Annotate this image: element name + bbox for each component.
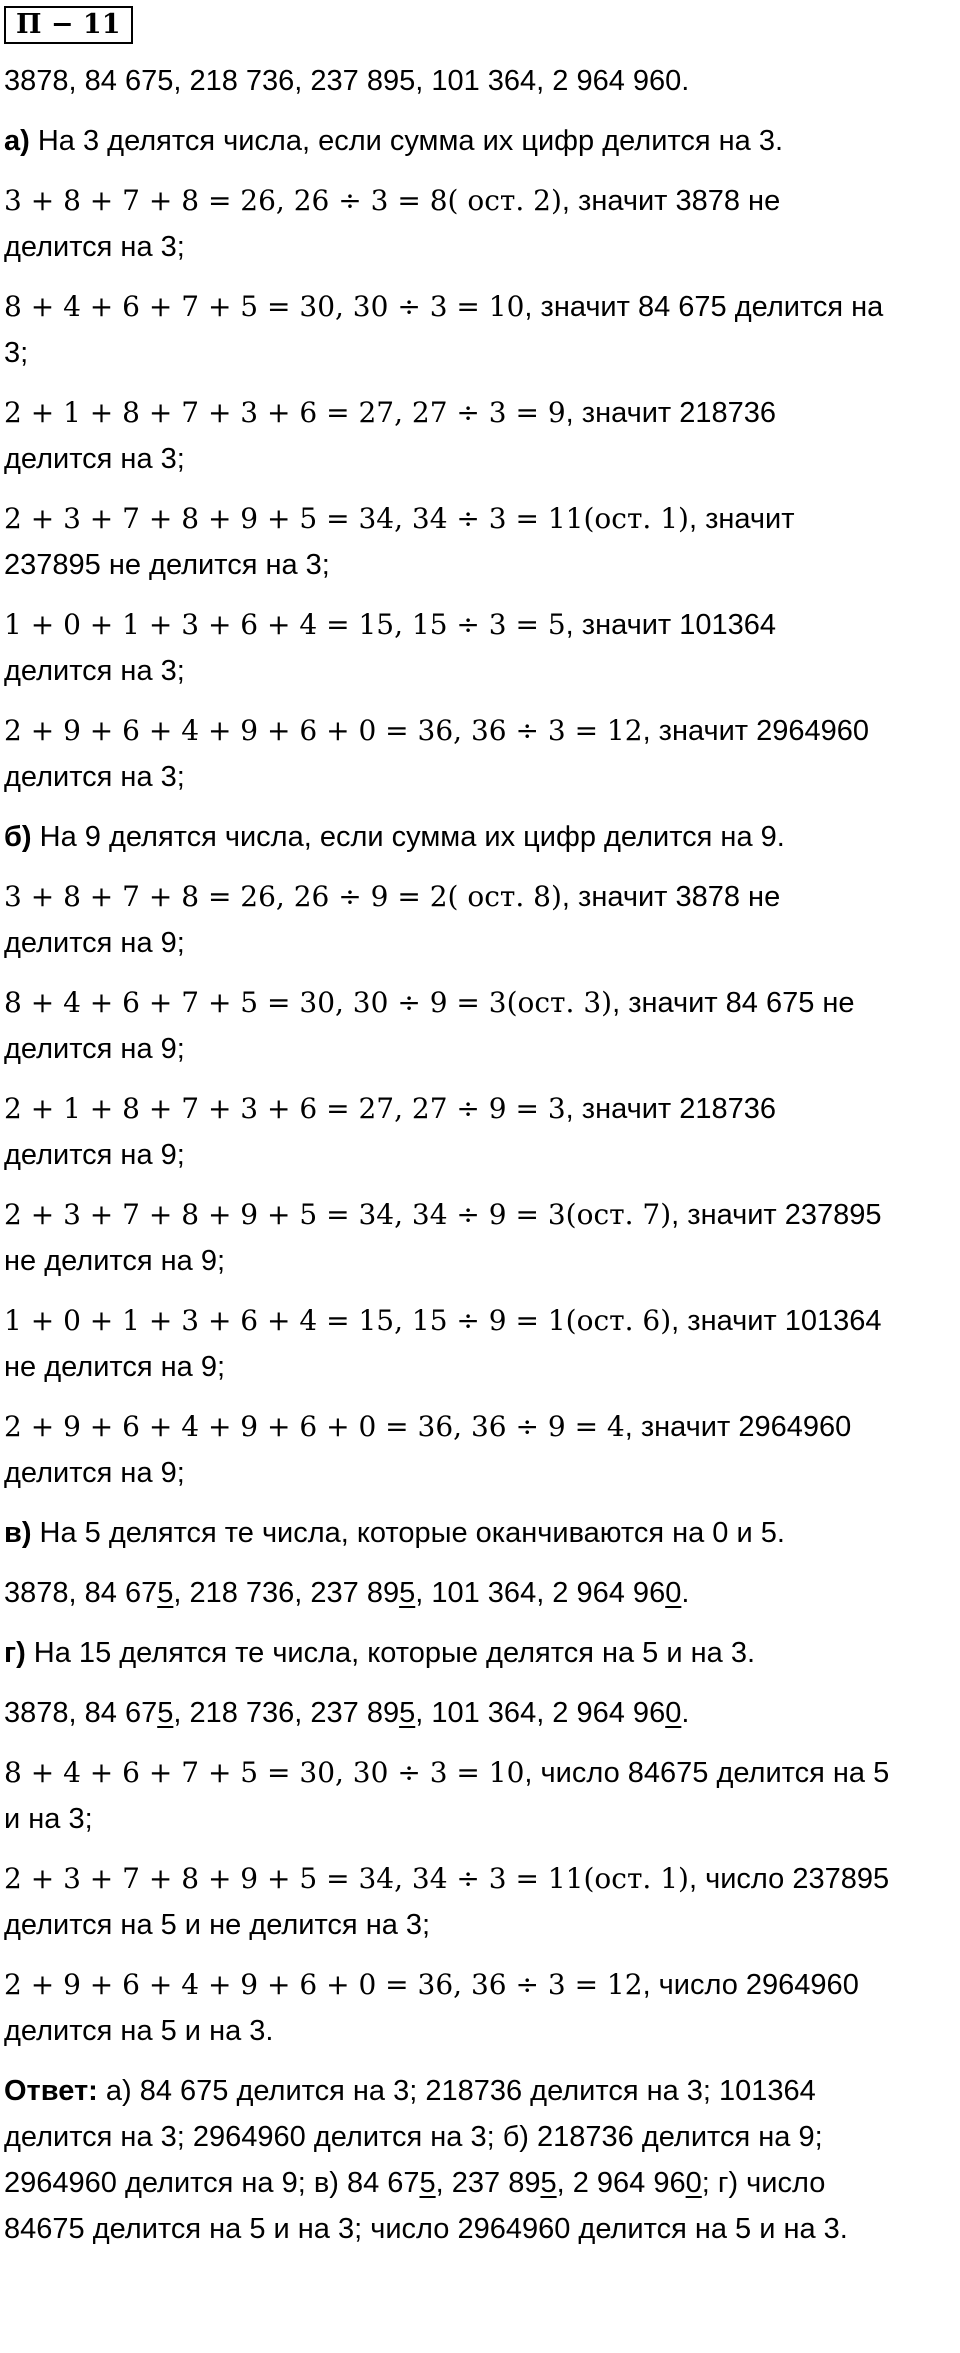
conclusion-continuation: 237895 не делится на 3; <box>4 549 330 581</box>
part-v-rule <box>4 1510 958 1556</box>
calculation-formula: 2 + 3 + 7 + 8 + 9 + 5 = 34, 34 ÷ 3 = 11(ост. 1) <box>4 502 689 535</box>
part-b-item-line-1 <box>4 1404 958 1450</box>
calculation-formula: 2 + 1 + 8 + 7 + 3 + 6 = 27, 27 ÷ 3 = 9 <box>4 396 566 429</box>
part-a-item-line-1 <box>4 178 958 224</box>
conclusion-text: , число 84675 делится на 5 <box>524 1757 890 1789</box>
calculation-formula: 3 + 8 + 7 + 8 = 26, 26 ÷ 3 = 8( ост. 2) <box>4 184 562 217</box>
part-b-item <box>4 1298 958 1390</box>
part-v-label: в) <box>4 1517 32 1549</box>
calculation-formula: 3 + 8 + 7 + 8 = 26, 26 ÷ 9 = 2( ост. 8) <box>4 880 562 913</box>
part-a-rule-text: На 3 делятся числа, если сумма их цифр делится на 3. <box>29 125 784 157</box>
part-v-underlined-digit: 0 <box>665 1577 682 1609</box>
part-v-num-d: . <box>681 1577 690 1609</box>
part-b-item-line-1 <box>4 1298 958 1344</box>
conclusion-continuation: делится на 9; <box>4 1457 185 1489</box>
part-g-rule <box>4 1630 958 1676</box>
calculation-formula: 2 + 9 + 6 + 4 + 9 + 6 + 0 = 36, 36 ÷ 9 = 4 <box>4 1410 625 1443</box>
conclusion-text: , значит 101364 <box>565 609 777 641</box>
answer-line-1 <box>4 2068 958 2114</box>
part-a-item-line-1 <box>4 602 958 648</box>
calculation-formula: 2 + 3 + 7 + 8 + 9 + 5 = 34, 34 ÷ 3 = 11(ост. 1) <box>4 1862 689 1895</box>
conclusion-text: , значит 218736 <box>565 1093 777 1125</box>
part-b-item <box>4 980 958 1072</box>
answer-label: Ответ: <box>4 2075 98 2107</box>
part-b-item-line-1 <box>4 874 958 920</box>
calculation-formula: 2 + 3 + 7 + 8 + 9 + 5 = 34, 34 ÷ 9 = 3(ост. 7) <box>4 1198 672 1231</box>
answer-text-3b: , 237 89 <box>435 2167 541 2199</box>
conclusion-continuation: делится на 3; <box>4 231 185 263</box>
part-g-items <box>4 1750 958 2054</box>
calculation-formula: 1 + 0 + 1 + 3 + 6 + 4 = 15, 15 ÷ 3 = 5 <box>4 608 566 641</box>
conclusion-text: , значит <box>688 503 795 535</box>
answer-text-1: а) 84 675 делится на 3; 218736 делится на 3; 101364 <box>97 2075 816 2107</box>
part-g-item-line-1 <box>4 1962 958 2008</box>
part-b-item <box>4 1086 958 1178</box>
part-g-underlined-digit: 5 <box>399 1697 416 1729</box>
conclusion-continuation: делится на 5 и на 3. <box>4 2015 274 2047</box>
part-a-items <box>4 178 958 800</box>
conclusion-text: , значит 3878 не <box>561 185 781 217</box>
part-a-item-line-1 <box>4 496 958 542</box>
part-v-num-a: 3878, 84 67 <box>4 1577 158 1609</box>
part-b-item-line-1 <box>4 1192 958 1238</box>
answer-line-4: 84675 делится на 5 и на 3; число 2964960 делится на 5 и на 3. <box>4 2213 848 2245</box>
part-b-item <box>4 1192 958 1284</box>
conclusion-continuation: 3; <box>4 337 29 369</box>
part-a-item-line-1 <box>4 390 958 436</box>
part-b-item <box>4 1404 958 1496</box>
part-g-item <box>4 1856 958 1948</box>
part-g-item-line-1 <box>4 1750 958 1796</box>
part-b-rule-text: На 9 делятся числа, если сумма их цифр делится на 9. <box>31 821 785 853</box>
part-g-item-line-1 <box>4 1856 958 1902</box>
conclusion-text: , значит 237895 <box>671 1199 882 1231</box>
part-b-label: б) <box>4 821 32 853</box>
conclusion-continuation: делится на 3; <box>4 655 185 687</box>
answer-underlined-digit: 5 <box>419 2167 436 2199</box>
calculation-formula: 1 + 0 + 1 + 3 + 6 + 4 = 15, 15 ÷ 9 = 1(ост. 6) <box>4 1304 672 1337</box>
conclusion-text: , число 2964960 <box>642 1969 859 2001</box>
part-a-item-line-1 <box>4 708 958 754</box>
part-a-item <box>4 390 958 482</box>
calculation-formula: 2 + 9 + 6 + 4 + 9 + 6 + 0 = 36, 36 ÷ 3 = 12 <box>4 1968 643 2001</box>
conclusion-text: , значит 84 675 не <box>612 987 855 1019</box>
conclusion-text: , значит 2964960 <box>624 1411 852 1443</box>
part-b-item <box>4 874 958 966</box>
part-g-numbers <box>4 1690 958 1736</box>
part-g-underlined-digit: 0 <box>665 1697 682 1729</box>
part-a-rule <box>4 118 958 164</box>
calculation-formula: 8 + 4 + 6 + 7 + 5 = 30, 30 ÷ 3 = 10 <box>4 290 525 323</box>
part-a-item <box>4 602 958 694</box>
conclusion-text: , значит 2964960 <box>642 715 870 747</box>
part-a-label: а) <box>4 125 30 157</box>
part-a-item <box>4 178 958 270</box>
part-g-num-a: 3878, 84 67 <box>4 1697 158 1729</box>
part-g-num-c: , 101 364, 2 964 96 <box>415 1697 666 1729</box>
answer-underlined-digit: 0 <box>685 2167 702 2199</box>
conclusion-continuation: делится на 9; <box>4 1033 185 1065</box>
part-v-num-b: , 218 736, 237 89 <box>173 1577 400 1609</box>
answer-underlined-digit: 5 <box>540 2167 557 2199</box>
conclusion-text: , число 237895 <box>688 1863 890 1895</box>
part-a-item <box>4 496 958 588</box>
conclusion-continuation: не делится на 9; <box>4 1351 226 1383</box>
part-g-num-b: , 218 736, 237 89 <box>173 1697 400 1729</box>
part-g-item <box>4 1750 958 1842</box>
calculation-formula: 2 + 1 + 8 + 7 + 3 + 6 = 27, 27 ÷ 9 = 3 <box>4 1092 566 1125</box>
part-v-numbers <box>4 1570 958 1616</box>
part-g-rule-text: На 15 делятся те числа, которые делятся на 5 и на 3. <box>25 1637 755 1669</box>
conclusion-text: , значит 84 675 делится на <box>524 291 884 323</box>
calculation-formula: 2 + 9 + 6 + 4 + 9 + 6 + 0 = 36, 36 ÷ 3 = 12 <box>4 714 643 747</box>
answer-line-2: делится на 3; 2964960 делится на 3; б) 218736 делится на 9; <box>4 2121 823 2153</box>
answer-line-3 <box>4 2160 958 2206</box>
conclusion-continuation: делится на 5 и не делится на 3; <box>4 1909 431 1941</box>
answer-block <box>4 2068 958 2252</box>
part-a-item <box>4 708 958 800</box>
conclusion-continuation: и на 3; <box>4 1803 93 1835</box>
answer-text-3d: ; г) число <box>701 2167 826 2199</box>
part-g-item <box>4 1962 958 2054</box>
answer-text-3a: 2964960 делится на 9; в) 84 67 <box>4 2167 420 2199</box>
conclusion-continuation: делится на 3; <box>4 761 185 793</box>
conclusion-text: , значит 3878 не <box>561 881 781 913</box>
calculation-formula: 8 + 4 + 6 + 7 + 5 = 30, 30 ÷ 9 = 3(ост. 3) <box>4 986 613 1019</box>
part-a-item-line-1 <box>4 284 958 330</box>
part-b-items <box>4 874 958 1496</box>
part-v-underlined-digit: 5 <box>399 1577 416 1609</box>
numbers-line: 3878, 84 675, 218 736, 237 895, 101 364, 2 964 960. <box>4 65 690 97</box>
conclusion-continuation: делится на 9; <box>4 927 185 959</box>
conclusion-text: , значит 101364 <box>671 1305 882 1337</box>
part-v-rule-text: На 5 делятся те числа, которые оканчиваются на 0 и 5. <box>31 1517 785 1549</box>
calculation-formula: 8 + 4 + 6 + 7 + 5 = 30, 30 ÷ 3 = 10 <box>4 1756 525 1789</box>
part-v-num-c: , 101 364, 2 964 96 <box>415 1577 666 1609</box>
part-g-underlined-digit: 5 <box>157 1697 174 1729</box>
part-b-rule <box>4 814 958 860</box>
problem-title: П − 11 <box>4 6 133 44</box>
conclusion-text: , значит 218736 <box>565 397 777 429</box>
part-b-item-line-1 <box>4 1086 958 1132</box>
part-a-item <box>4 284 958 376</box>
part-g-label: г) <box>4 1637 26 1669</box>
answer-text-3c: , 2 964 96 <box>556 2167 686 2199</box>
part-b-item-line-1 <box>4 980 958 1026</box>
conclusion-continuation: не делится на 9; <box>4 1245 226 1277</box>
conclusion-continuation: делится на 9; <box>4 1139 185 1171</box>
part-v-underlined-digit: 5 <box>157 1577 174 1609</box>
conclusion-continuation: делится на 3; <box>4 443 185 475</box>
part-g-num-d: . <box>681 1697 690 1729</box>
